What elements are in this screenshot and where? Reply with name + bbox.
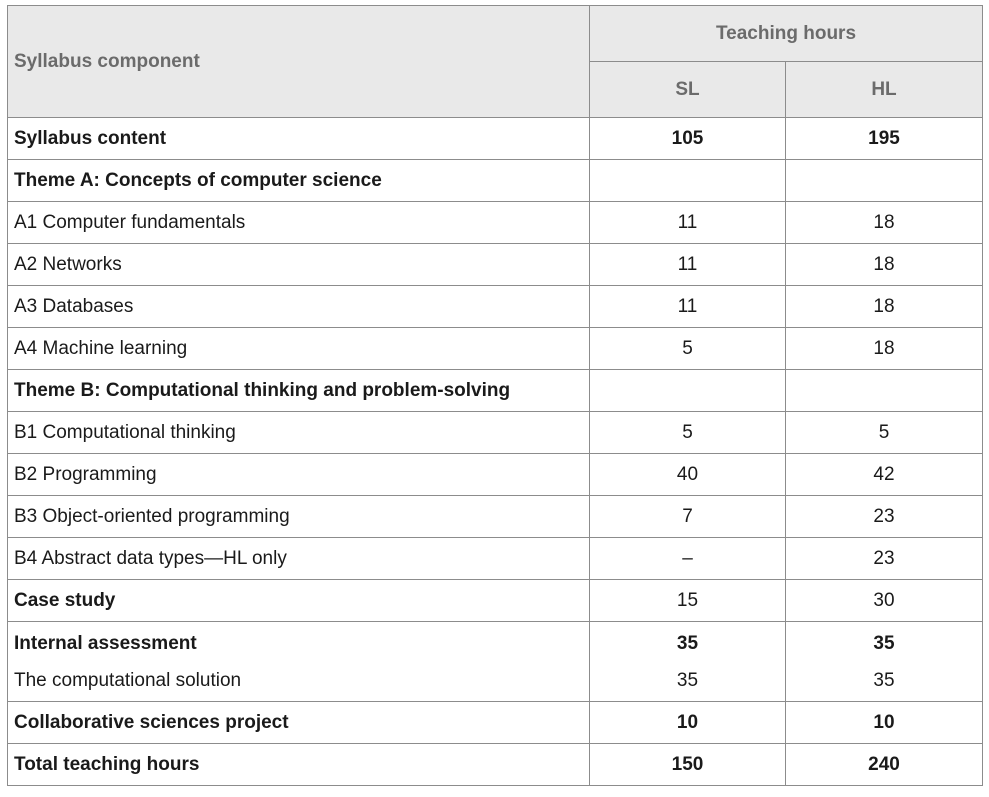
- row-computational-solution: [8, 662, 983, 702]
- header-hl: HL: [786, 62, 983, 118]
- header-sl: SL: [590, 62, 786, 118]
- syllabus-table: [7, 5, 983, 786]
- hl-hours: 35: [786, 662, 983, 702]
- hl-hours: 30: [786, 580, 983, 622]
- hl-hours: 18: [786, 244, 983, 286]
- row-label: B2 Programming: [8, 454, 590, 496]
- hl-hours: 195: [786, 118, 983, 160]
- row-label: Syllabus content: [8, 118, 590, 160]
- sl-hours: 11: [590, 202, 786, 244]
- table-row: [8, 202, 983, 244]
- row-theme-b: [8, 370, 983, 412]
- row-case-study: [8, 580, 983, 622]
- header-syllabus-component: Syllabus component: [8, 6, 590, 118]
- row-label: Internal assessment: [8, 622, 590, 663]
- sl-hours: 15: [590, 580, 786, 622]
- table-row: [8, 286, 983, 328]
- hl-hours: 5: [786, 412, 983, 454]
- table-row: [8, 412, 983, 454]
- sl-hours: [590, 370, 786, 412]
- sl-hours: 7: [590, 496, 786, 538]
- sl-hours: 10: [590, 702, 786, 744]
- row-label: A2 Networks: [8, 244, 590, 286]
- hl-hours: 18: [786, 202, 983, 244]
- sl-hours: –: [590, 538, 786, 580]
- table-header: [8, 6, 983, 118]
- row-label: A4 Machine learning: [8, 328, 590, 370]
- row-collaborative-project: [8, 702, 983, 744]
- row-label: B1 Computational thinking: [8, 412, 590, 454]
- hl-hours: 35: [786, 622, 983, 663]
- row-total-teaching-hours: [8, 744, 983, 786]
- row-label: Total teaching hours: [8, 744, 590, 786]
- sl-hours: 40: [590, 454, 786, 496]
- hl-hours: 23: [786, 496, 983, 538]
- sl-hours: 11: [590, 244, 786, 286]
- row-label: Theme B: Computational thinking and problem-solving: [8, 370, 590, 412]
- hl-hours: 18: [786, 328, 983, 370]
- sl-hours: 35: [590, 662, 786, 702]
- sl-hours: 11: [590, 286, 786, 328]
- hl-hours: 10: [786, 702, 983, 744]
- hl-hours: [786, 370, 983, 412]
- row-label: A3 Databases: [8, 286, 590, 328]
- hl-hours: 18: [786, 286, 983, 328]
- row-label: Case study: [8, 580, 590, 622]
- hl-hours: [786, 160, 983, 202]
- sl-hours: 5: [590, 328, 786, 370]
- table-row: [8, 496, 983, 538]
- table-row: [8, 328, 983, 370]
- hl-hours: 240: [786, 744, 983, 786]
- table-row: [8, 454, 983, 496]
- row-label: B4 Abstract data types—HL only: [8, 538, 590, 580]
- hl-hours: 23: [786, 538, 983, 580]
- row-label: A1 Computer fundamentals: [8, 202, 590, 244]
- row-theme-a: [8, 160, 983, 202]
- row-label: The computational solution: [8, 662, 590, 702]
- hl-hours: 42: [786, 454, 983, 496]
- row-label: Collaborative sciences project: [8, 702, 590, 744]
- row-syllabus-content: [8, 118, 983, 160]
- sl-hours: 105: [590, 118, 786, 160]
- table-body: [8, 118, 983, 786]
- row-internal-assessment: [8, 622, 983, 663]
- row-label: Theme A: Concepts of computer science: [8, 160, 590, 202]
- sl-hours: 5: [590, 412, 786, 454]
- row-label: B3 Object-oriented programming: [8, 496, 590, 538]
- header-teaching-hours: Teaching hours: [590, 6, 983, 62]
- table-row: [8, 538, 983, 580]
- table-row: [8, 244, 983, 286]
- sl-hours: 150: [590, 744, 786, 786]
- sl-hours: [590, 160, 786, 202]
- sl-hours: 35: [590, 622, 786, 663]
